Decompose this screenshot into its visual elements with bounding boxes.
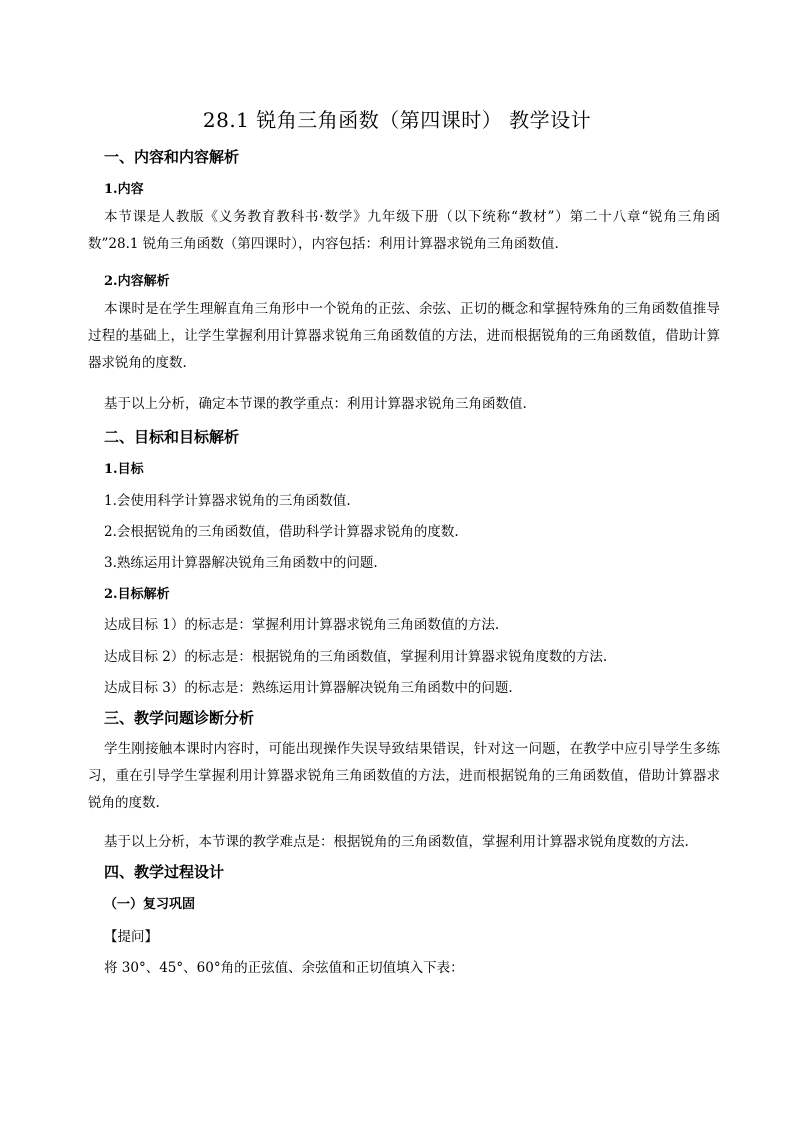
section-1-sub-1: 1.内容 — [104, 182, 144, 197]
section-4-heading: 四、教学过程设计 — [104, 863, 225, 881]
section-3-heading: 三、教学问题诊断分析 — [104, 709, 255, 727]
goal-1: 1.会使用科学计算器求锐角的三角函数值. — [104, 493, 351, 509]
question-tag: 【提问】 — [104, 929, 158, 945]
section-1-paragraph-1: 本节课是人教版《义务教育教科书·数学》九年级下册（以下统称“教材”）第二十八章“锐角三角函数”28.1 锐角三角函数（第四课时），内容包括：利用计算器求锐角三角函数值. — [88, 209, 720, 252]
section-4-sub-1: （一）复习巩固 — [104, 897, 196, 912]
goal-analysis-2: 达成目标 2）的标志是：根据锐角的三角函数值，掌握利用计算器求锐角度数的方法. — [104, 649, 608, 665]
section-1-heading: 一、内容和内容解析 — [104, 148, 240, 166]
section-2-sub-1: 1.目标 — [104, 462, 144, 477]
section-3-paragraph-2: 基于以上分析，本节课的教学难点是：根据锐角的三角函数值，掌握利用计算器求锐角度数的方法. — [104, 834, 689, 850]
goal-3: 3.熟练运用计算器解决锐角三角函数中的问题. — [104, 555, 378, 571]
section-1-paragraph-3: 基于以上分析，确定本节课的教学重点：利用计算器求锐角三角函数值. — [104, 396, 527, 412]
document-title: 28.1 锐角三角函数（第四课时） 教学设计 — [202, 108, 592, 132]
section-4-line-1: 将 30°、45°、60°角的正弦值、余弦值和正切值填入下表： — [104, 960, 464, 976]
goal-analysis-3: 达成目标 3）的标志是：熟练运用计算器解决锐角三角函数中的问题. — [104, 680, 513, 696]
section-1-sub-2: 2.内容解析 — [104, 274, 170, 289]
section-2-sub-2: 2.目标解析 — [104, 587, 170, 602]
goal-2: 2.会根据锐角的三角函数值，借助科学计算器求锐角的度数. — [104, 524, 459, 540]
goal-analysis-1: 达成目标 1）的标志是：掌握利用计算器求锐角三角函数值的方法. — [104, 617, 500, 633]
section-1-paragraph-2: 本课时是在学生理解直角三角形中一个锐角的正弦、余弦、正切的概念和掌握特殊角的三角函数值推导过程的基础上，让学生掌握利用计算器求锐角三角函数值的方法，进而根据锐角的三角函数值，借助计算器求锐角的度数. — [88, 301, 720, 371]
section-3-paragraph-1: 学生刚接触本课时内容时，可能出现操作失误导致结果错误，针对这一问题，在教学中应引导学生多练习，重在引导学生掌握利用计算器求锐角三角函数值的方法，进而根据锐角的三角函数值，借助计算器求锐角的度数. — [88, 741, 720, 811]
section-2-heading: 二、目标和目标解析 — [104, 428, 240, 446]
